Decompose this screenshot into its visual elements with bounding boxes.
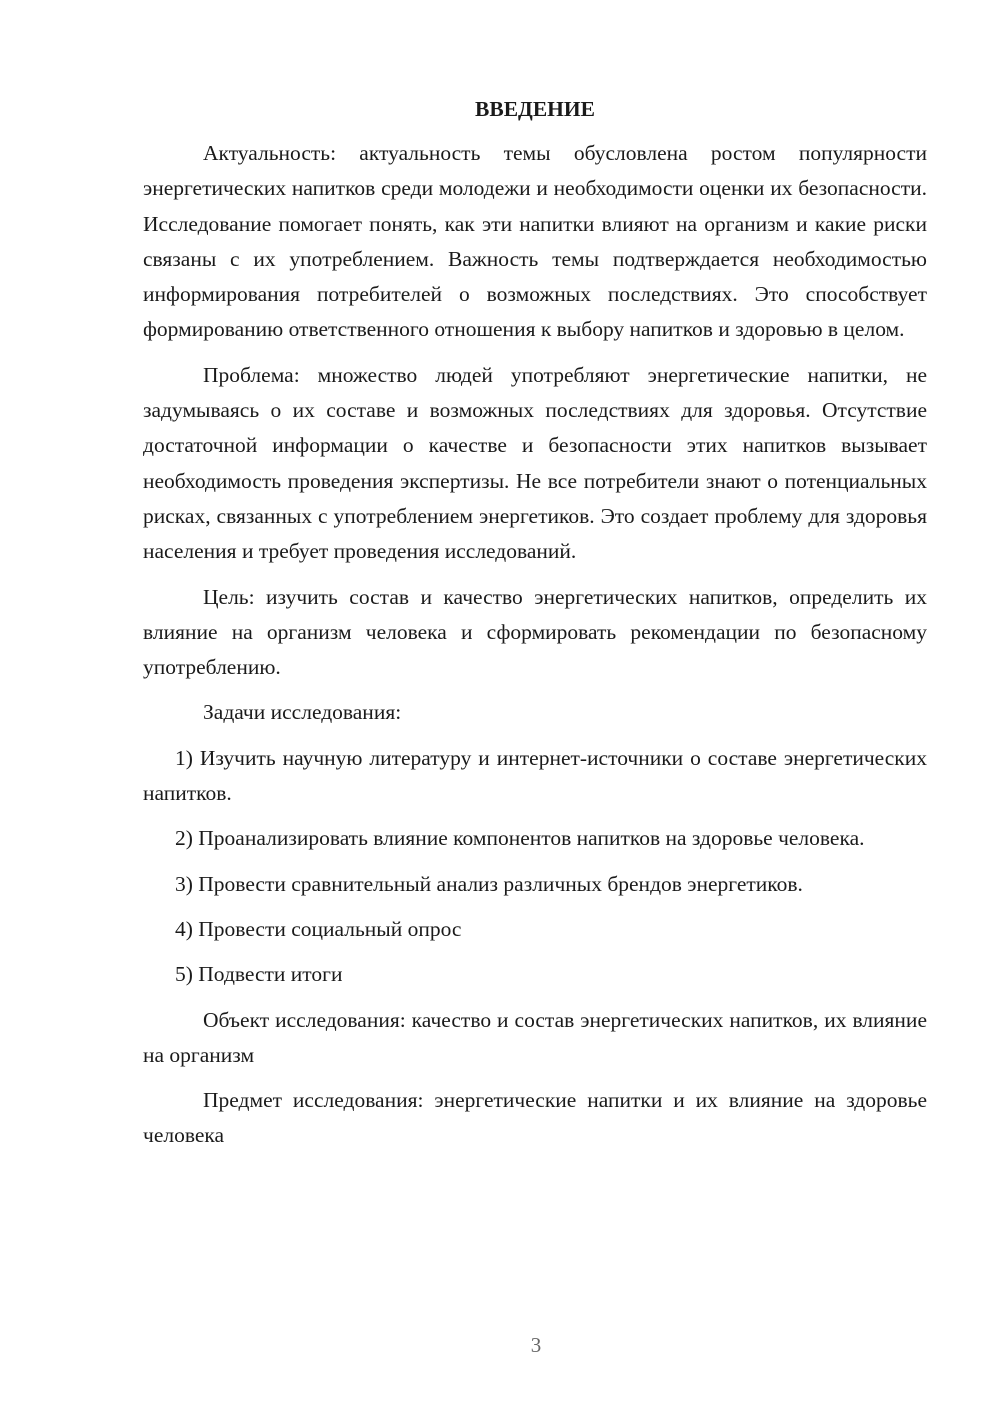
relevance-paragraph: Актуальность: актуальность темы обусловлена ростом популярности энергетических напитков среди молодежи и необходимости оценки их безопасности. Исследование помогает понять, как эти напитки влияют на организм и какие риски связаны с их употреблением. Важность темы подтверждается необходимостью информирования потребителей о возможных последствиях. Это способствует формированию ответственного отношения к выбору напитков и здоровью в целом. [143, 141, 927, 342]
document-page [143, 94, 927, 1164]
section-title: ВВЕДЕНИЕ [475, 97, 595, 121]
task-item-5: 5) Подвести итоги [175, 962, 343, 987]
research-subject-paragraph: Предмет исследования: энергетические напитки и их влияние на здоровье человека [143, 1088, 927, 1148]
task-item-1: 1) Изучить научную литературу и интернет-источники о составе энергетических напитков. [143, 745, 927, 806]
task-item-4: 4) Провести социальный опрос [175, 916, 462, 941]
goal-paragraph: Цель: изучить состав и качество энергетических напитков, определить их влияние на организм человека и сформировать рекомендации по безопасному употреблению. [143, 584, 927, 680]
problem-paragraph: Проблема: множество людей употребляют энергетические напитки, не задумываясь о их составе и возможных последствиях для здоровья. Отсутствие достаточной информации о качестве и безопасности этих напитков вызывает необходимость проведения экспертизы. Не все потребители знают о потенциальных рисках, связанных с употреблением энергетиков. Это создает проблему для здоровья населения и требует проведения исследований. [143, 362, 927, 564]
tasks-heading: Задачи исследования: [203, 700, 402, 725]
research-object-paragraph: Объект исследования: качество и состав энергетических напитков, их влияние на организм [143, 1007, 927, 1067]
task-item-3: 3) Провести сравнительный анализ различных брендов энергетиков. [175, 871, 803, 896]
task-item-2: 2) Проанализировать влияние компонентов напитков на здоровье человека. [175, 826, 865, 851]
page-number: 3 [530, 1333, 542, 1357]
